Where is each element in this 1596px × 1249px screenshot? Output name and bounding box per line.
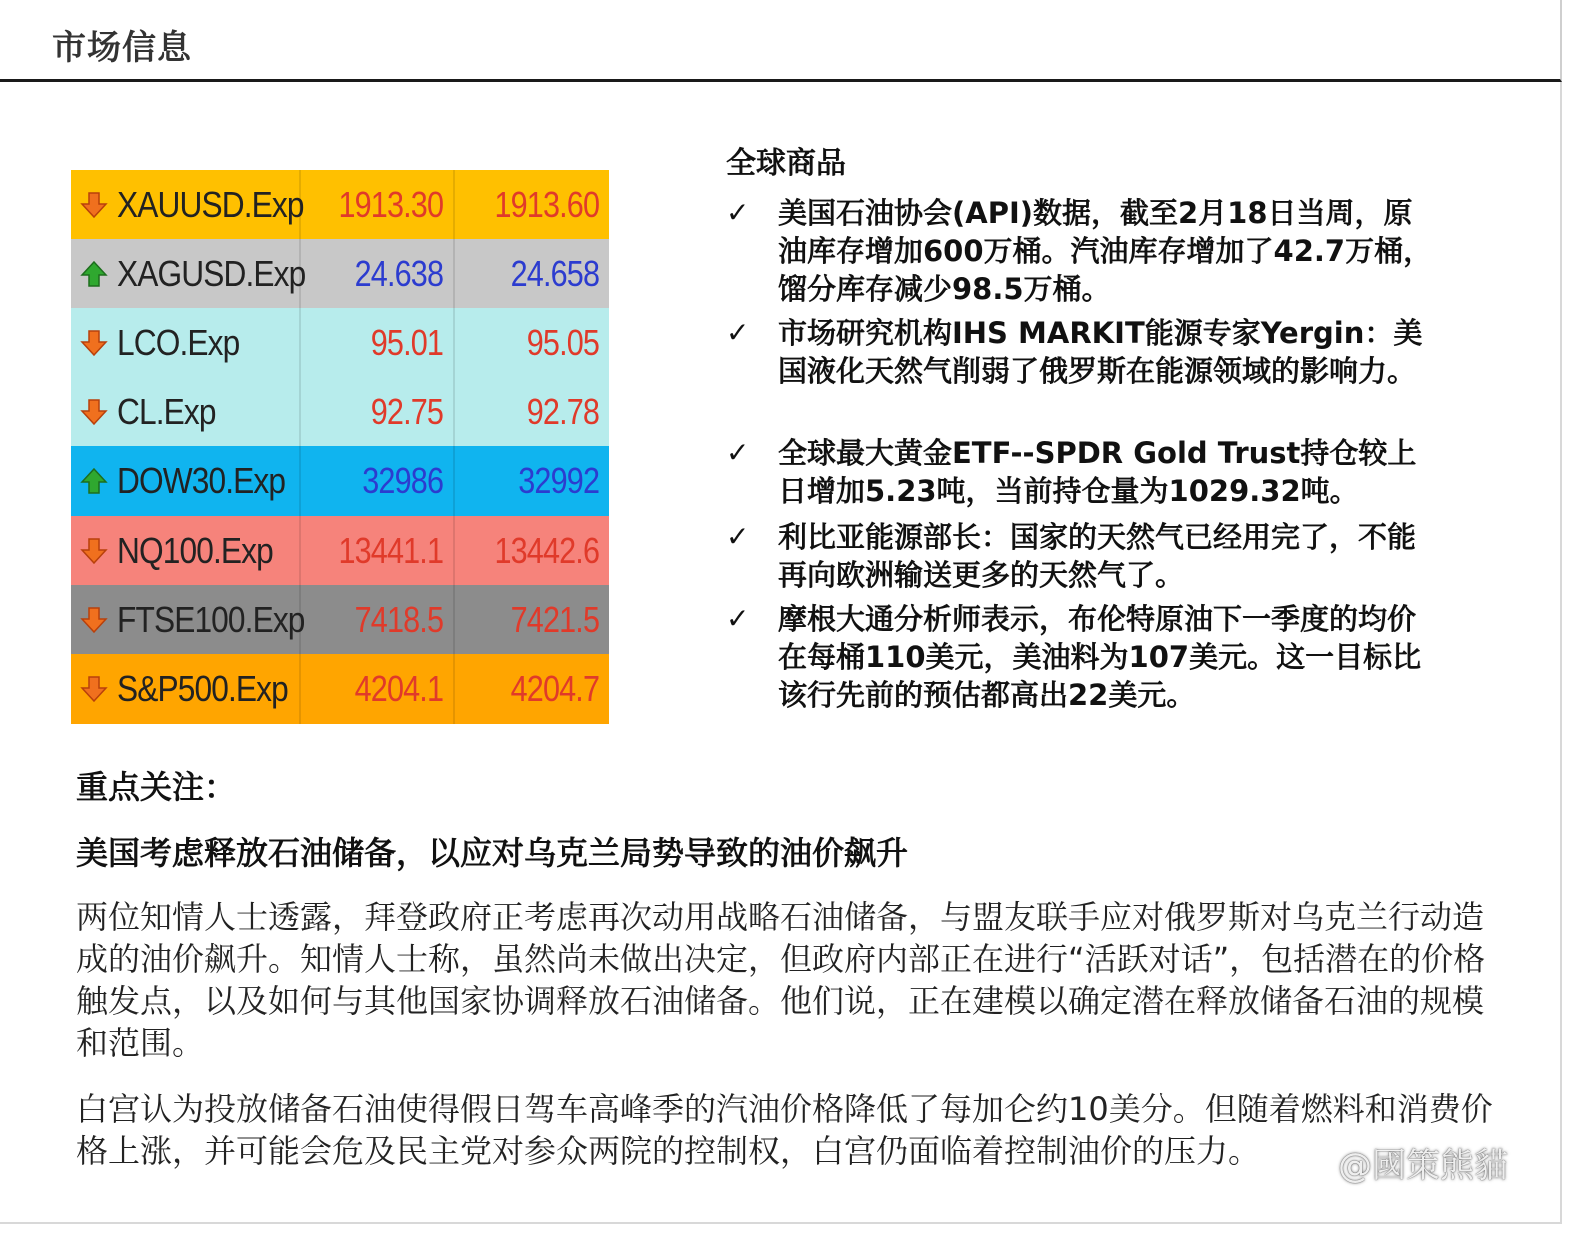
quote-symbol-cell [71,654,301,724]
arrow-down-icon [79,674,109,704]
quote-symbol-cell [71,516,301,586]
quote-bid-cell [301,585,455,655]
quotes-table [71,170,609,723]
quote-row [71,308,609,378]
quote-bid-cell [301,446,455,516]
quote-bid-cell [301,308,455,378]
arrow-down-icon [79,536,109,566]
quote-ask: 95.05 [526,322,599,364]
global-commodities-title: 全球商品 [726,146,846,181]
quote-bid-cell [301,654,455,724]
quote-ask: 32992 [518,460,599,502]
quote-symbol: S&P500.Exp [117,667,288,709]
arrow-up-icon [79,466,109,496]
quote-row [71,585,609,655]
quote-symbol-cell [71,308,301,378]
quote-bid-cell [301,516,455,586]
quote-symbol: CL.Exp [117,391,216,433]
check-icon: ✓ [726,436,750,469]
quote-symbol-cell [71,170,304,240]
bullet-text: 美国石油协会(API)数据，截至2月18日当周，原油库存增加600万桶。汽油库存增加了42.7万桶，馏分库存减少98.5万桶。 [778,196,1433,306]
quote-bid: 95.01 [370,322,443,364]
quote-symbol: FTSE100.Exp [117,598,305,640]
quote-row [71,654,609,724]
quote-symbol: NQ100.Exp [117,529,273,571]
quote-symbol-cell [71,377,301,447]
chat-bubble-icon [1290,1143,1330,1183]
quote-bid-cell [301,239,455,309]
quote-row [71,516,609,586]
quote-ask-cell [455,585,609,655]
focus-label: 重点关注： [76,768,237,806]
check-icon: ✓ [726,196,750,229]
check-icon: ✓ [726,520,750,553]
quote-ask-cell [455,170,609,240]
check-icon: ✓ [726,316,750,349]
quote-row [71,377,609,447]
watermark-text: @國策熊貓 [1338,1146,1508,1186]
quote-bid: 4204.1 [354,667,443,709]
quote-ask-cell [455,239,609,309]
quote-bid-cell [301,170,455,240]
quote-symbol: LCO.Exp [117,322,240,364]
quote-ask: 7421.5 [510,598,599,640]
focus-paragraph: 两位知情人士透露，拜登政府正考虑再次动用战略石油储备，与盟友联手应对俄罗斯对乌克兰行动造成的油价飙升。知情人士称，虽然尚未做出决定，但政府内部正在进行“活跃对话”，包括潜在的价格触发点，以及如何与其他国家协调释放石油储备。他们说，正在建模以确定潜在释放储备石油的规模和范围。 [76,898,1486,1062]
quote-ask-cell [455,446,609,516]
arrow-down-icon [79,190,109,220]
quote-symbol-cell [71,446,301,516]
quote-symbol: XAUUSD.Exp [117,184,304,225]
quote-bid: 24.638 [354,253,443,295]
bullet-text: 利比亚能源部长：国家的天然气已经用完了，不能再向欧洲输送更多的天然气了。 [778,520,1417,592]
check-icon: ✓ [726,602,750,635]
arrow-down-icon [79,328,109,358]
quote-row [71,446,609,516]
quote-ask: 92.78 [526,391,599,433]
quote-symbol-cell [71,239,306,309]
quote-ask: 1913.60 [494,184,599,225]
quote-ask: 13442.6 [494,529,599,571]
arrow-down-icon [79,397,109,427]
page-title: 市场信息 [52,28,192,68]
quote-bid-cell [301,377,455,447]
quote-ask: 24.658 [510,253,599,295]
watermark [1290,1138,1508,1187]
quote-ask-cell [455,308,609,378]
page-header [0,0,1562,82]
quote-symbol: XAGUSD.Exp [117,253,306,295]
quote-row [71,170,609,240]
quote-symbol-cell [71,585,305,655]
quote-bid: 1913.30 [338,184,443,225]
focus-headline: 美国考虑释放石油储备，以应对乌克兰局势导致的油价飙升 [76,834,909,872]
quote-ask-cell [455,654,609,724]
bullet-text: 市场研究机构IHS MARKIT能源专家Yergin：美国液化天然气削弱了俄罗斯在能源领域的影响力。 [778,316,1423,388]
bullet-text: 全球最大黄金ETF--SPDR Gold Trust持仓较上日增加5.23吨，当前持仓量为1029.32吨。 [778,436,1417,508]
quote-bid: 92.75 [370,391,443,433]
arrow-up-icon [79,259,109,289]
page-bottom-border [0,1222,1562,1224]
quote-bid: 13441.1 [338,529,443,571]
quote-bid: 32986 [362,460,443,502]
bullet-text: 摩根大通分析师表示，布伦特原油下一季度的均价在每桶110美元，美油料为107美元。这一目标比该行先前的预估都高出22美元。 [778,602,1422,712]
focus-paragraph: 白宫认为投放储备石油使得假日驾车高峰季的汽油价格降低了每加仑约10美分。但随着燃料和消费价格上涨，并可能会危及民主党对参众两院的控制权，白宫仍面临着控制油价的压力。 [76,1090,1493,1170]
page-right-border [1560,82,1562,1222]
quote-row [71,239,609,309]
quote-bid: 7418.5 [354,598,443,640]
quote-ask-cell [455,377,609,447]
quote-ask-cell [455,516,609,586]
quote-ask: 4204.7 [510,667,599,709]
arrow-down-icon [79,605,109,635]
quote-symbol: DOW30.Exp [117,460,286,502]
